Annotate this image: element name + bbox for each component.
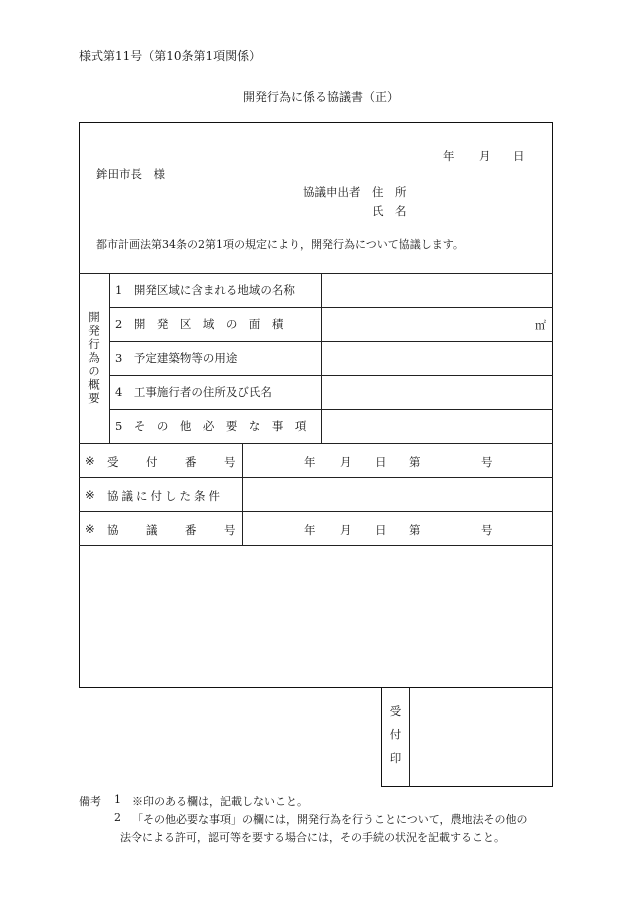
region-name-field[interactable] — [322, 274, 552, 307]
official-mark: ※ — [85, 454, 95, 468]
conditions-label: 協議に付した条件 — [107, 489, 223, 503]
date-year-label: 年 — [443, 149, 455, 163]
addressee: 鉾田市長 様 — [96, 167, 165, 181]
remarks-area[interactable] — [80, 546, 552, 687]
official-mark: ※ — [85, 488, 95, 502]
conditions-field[interactable] — [243, 478, 552, 511]
name-label: 氏 名 — [372, 204, 407, 218]
consult-month: 月 — [340, 523, 352, 537]
consult-dai: 第 — [409, 523, 421, 537]
overview-row-label: 3 予定建築物等の用途 — [115, 351, 238, 365]
note-text-continued: 法令による許可，認可等を要する場合には，その手続の状況を記載すること。 — [120, 831, 505, 844]
stamp-label: 受付印 — [388, 704, 403, 776]
other-matters-field[interactable] — [322, 410, 552, 443]
overview-row-label: 5 そ の 他 必 要 な 事 項 — [115, 419, 307, 433]
official-mark: ※ — [85, 522, 95, 536]
receipt-number-label: 受 付 番 号 — [107, 455, 244, 469]
consultation-number-label: 協 議 番 号 — [107, 523, 244, 537]
overview-label: 開発行為の概要 — [87, 310, 101, 406]
receipt-year: 年 — [304, 455, 316, 469]
notes-heading: 備考 — [79, 795, 101, 808]
date-day-label: 日 — [513, 149, 525, 163]
building-use-field[interactable] — [322, 342, 552, 375]
receipt-month: 月 — [340, 455, 352, 469]
overview-row-label: 1 開発区域に含まれる地域の名称 — [115, 283, 295, 297]
contractor-field[interactable] — [322, 376, 552, 409]
note-text: ※印のある欄は，記載しないこと。 — [132, 795, 308, 808]
page-title: 開発行為に係る協議書（正） — [243, 90, 400, 104]
form-id: 様式第11号（第10条第1項関係） — [79, 49, 262, 63]
area-field[interactable] — [322, 308, 522, 341]
consult-year: 年 — [304, 523, 316, 537]
address-label: 住 所 — [372, 185, 407, 199]
overview-row-label: 2 開 発 区 域 の 面 積 — [115, 317, 284, 331]
note-number: 2 — [114, 811, 121, 824]
area-unit: ㎡ — [535, 319, 546, 332]
overview-row-label: 4 工事施行者の住所及び氏名 — [115, 385, 272, 399]
consult-go: 号 — [481, 523, 493, 537]
statement: 都市計画法第34条の2第1項の規定により，開発行為について協議します。 — [96, 238, 464, 251]
applicant-label: 協議申出者 — [303, 185, 361, 199]
receipt-go: 号 — [481, 455, 493, 469]
note-text: 「その他必要な事項」の欄には，開発行為を行うことについて，農地法その他の — [132, 813, 528, 826]
consult-day: 日 — [375, 523, 387, 537]
receipt-dai: 第 — [409, 455, 421, 469]
date-month-label: 月 — [479, 149, 491, 163]
receipt-day: 日 — [375, 455, 387, 469]
note-number: 1 — [114, 793, 121, 806]
